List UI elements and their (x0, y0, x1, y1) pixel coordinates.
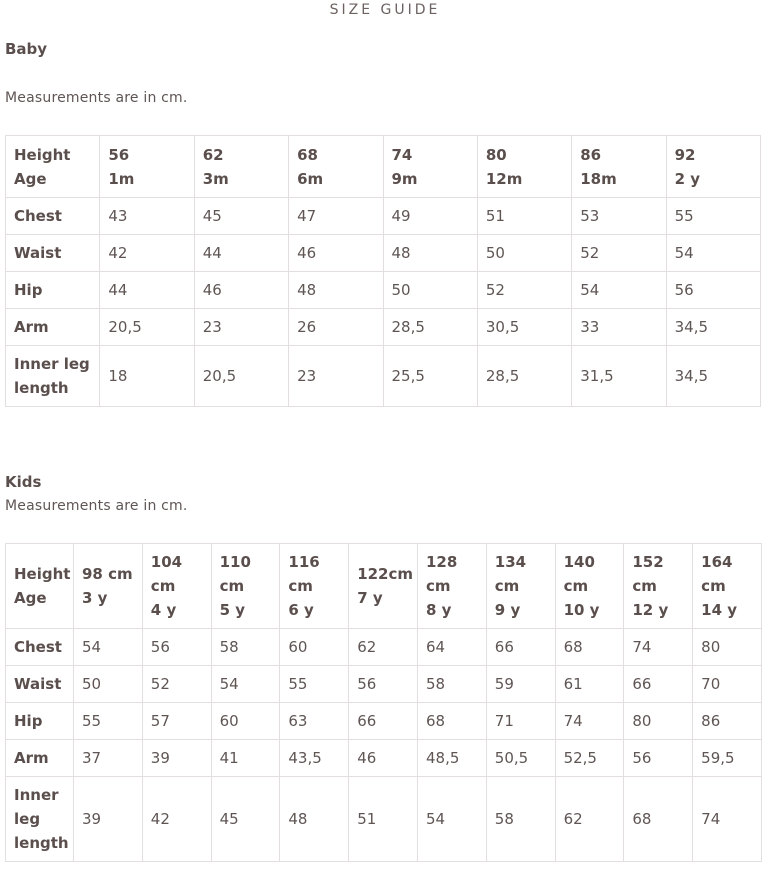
table-cell: 46 (194, 272, 288, 309)
row-label: Hip (6, 272, 100, 309)
table-cell: 43 (100, 198, 194, 235)
table-cell: 63 (280, 703, 349, 740)
size-height: 98 cm (82, 565, 133, 583)
size-height: 74 (391, 145, 413, 164)
table-cell: 50,5 (486, 740, 555, 777)
table-cell: 74 (693, 777, 762, 862)
size-age: 8 y (425, 601, 452, 619)
table-cell: 59,5 (693, 740, 762, 777)
table-row-waist (6, 666, 762, 703)
table-cell: 74 (555, 703, 624, 740)
table-header-row (6, 136, 761, 198)
table-cell: 52 (477, 272, 571, 309)
table-cell: 60 (211, 703, 280, 740)
height-label: Height (14, 145, 71, 164)
table-cell: 66 (486, 629, 555, 666)
table-cell: 52 (142, 666, 211, 703)
age-label: Age (14, 169, 47, 188)
table-row-hip (6, 272, 761, 309)
table-cell: 54 (74, 629, 143, 666)
table-cell: 54 (211, 666, 280, 703)
header-label-cell (6, 136, 100, 198)
table-cell: 48 (383, 235, 477, 272)
size-column-header (693, 544, 762, 629)
table-cell: 39 (142, 740, 211, 777)
size-column-header (572, 136, 666, 198)
size-column-header (74, 544, 143, 629)
table-cell: 58 (211, 629, 280, 666)
table-cell: 50 (477, 235, 571, 272)
table-row-chest (6, 629, 762, 666)
size-column-header (211, 544, 280, 629)
row-label: Inner leg length (6, 777, 74, 862)
size-age: 9 y (494, 601, 521, 619)
table-cell: 41 (211, 740, 280, 777)
size-height: 56 (108, 145, 130, 164)
age-label: Age (14, 589, 47, 607)
table-cell: 80 (624, 703, 693, 740)
table-cell: 56 (142, 629, 211, 666)
table-cell: 61 (555, 666, 624, 703)
size-height: 134 cm (494, 553, 527, 595)
table-cell: 34,5 (666, 309, 760, 346)
size-column-header (555, 544, 624, 629)
page-title: SIZE GUIDE (329, 2, 441, 18)
table-cell: 43,5 (280, 740, 349, 777)
kids-size-table (5, 543, 762, 862)
table-cell: 62 (555, 777, 624, 862)
table-row-arm (6, 309, 761, 346)
table-cell: 30,5 (477, 309, 571, 346)
table-cell: 71 (486, 703, 555, 740)
size-age: 9m (391, 169, 418, 188)
kids-measurement-note: Measurements are in cm. (5, 498, 188, 514)
table-cell: 42 (100, 235, 194, 272)
table-cell: 59 (486, 666, 555, 703)
table-cell: 50 (74, 666, 143, 703)
size-column-header (289, 136, 383, 198)
size-age: 14 y (701, 601, 738, 619)
table-row-inner-leg (6, 346, 761, 407)
size-age: 3 y (82, 589, 108, 607)
row-label: Inner leg length (6, 346, 100, 407)
table-cell: 54 (417, 777, 486, 862)
table-cell: 62 (349, 629, 418, 666)
size-column-header (666, 136, 760, 198)
size-age: 18m (580, 169, 617, 188)
table-cell: 56 (666, 272, 760, 309)
row-label: Chest (6, 629, 74, 666)
table-cell: 55 (280, 666, 349, 703)
baby-measurement-note: Measurements are in cm. (5, 90, 188, 106)
table-cell: 86 (693, 703, 762, 740)
table-cell: 39 (74, 777, 143, 862)
row-label: Arm (6, 740, 74, 777)
table-cell: 70 (693, 666, 762, 703)
table-cell: 68 (417, 703, 486, 740)
table-row-waist (6, 235, 761, 272)
size-height: 164 cm (701, 553, 733, 595)
table-cell: 42 (142, 777, 211, 862)
table-cell: 68 (555, 629, 624, 666)
table-cell: 50 (383, 272, 477, 309)
size-height: 116 cm (288, 553, 320, 595)
table-cell: 66 (624, 666, 693, 703)
size-height: 140 cm (563, 553, 595, 595)
size-age: 7 y (357, 589, 383, 607)
table-cell: 64 (417, 629, 486, 666)
size-height: 62 (202, 145, 224, 164)
size-column-header (486, 544, 555, 629)
table-header-row (6, 544, 762, 629)
size-age: 12m (485, 169, 523, 188)
size-height: 122cm (357, 565, 414, 583)
row-label: Chest (6, 198, 100, 235)
row-label: Hip (6, 703, 74, 740)
table-cell: 34,5 (666, 346, 760, 407)
size-column-header (142, 544, 211, 629)
size-column-header (100, 136, 194, 198)
table-cell: 54 (572, 272, 666, 309)
size-height: 92 (674, 145, 696, 164)
table-cell: 55 (74, 703, 143, 740)
table-row-chest (6, 198, 761, 235)
table-cell: 37 (74, 740, 143, 777)
table-cell: 18 (100, 346, 194, 407)
table-cell: 23 (289, 346, 383, 407)
table-cell: 52 (572, 235, 666, 272)
table-cell: 53 (572, 198, 666, 235)
table-cell: 45 (211, 777, 280, 862)
size-age: 3m (202, 169, 229, 188)
table-cell: 55 (666, 198, 760, 235)
baby-section-title: Baby (5, 40, 48, 58)
size-age: 10 y (563, 601, 600, 619)
size-column-header (383, 136, 477, 198)
size-column-header (349, 544, 418, 629)
table-row-hip (6, 703, 762, 740)
table-cell: 56 (349, 666, 418, 703)
table-cell: 66 (349, 703, 418, 740)
table-cell: 80 (693, 629, 762, 666)
table-cell: 49 (383, 198, 477, 235)
table-cell: 33 (572, 309, 666, 346)
table-cell: 48 (289, 272, 383, 309)
table-cell: 48,5 (417, 740, 486, 777)
size-column-header (624, 544, 693, 629)
table-cell: 57 (142, 703, 211, 740)
table-cell: 51 (349, 777, 418, 862)
table-cell: 54 (666, 235, 760, 272)
size-age: 4 y (150, 601, 177, 619)
table-cell: 56 (624, 740, 693, 777)
row-label: Arm (6, 309, 100, 346)
table-cell: 58 (417, 666, 486, 703)
size-height: 104 cm (150, 553, 183, 595)
table-cell: 58 (486, 777, 555, 862)
table-cell: 44 (100, 272, 194, 309)
size-age: 2 y (674, 169, 701, 188)
size-height: 80 (485, 145, 507, 164)
table-cell: 44 (194, 235, 288, 272)
size-age: 12 y (632, 601, 669, 619)
size-height: 86 (580, 145, 602, 164)
table-cell: 46 (289, 235, 383, 272)
table-cell: 68 (624, 777, 693, 862)
row-label: Waist (6, 235, 100, 272)
table-cell: 74 (624, 629, 693, 666)
size-age: 1m (108, 169, 135, 188)
size-column-header (280, 544, 349, 629)
table-cell: 60 (280, 629, 349, 666)
table-cell: 31,5 (572, 346, 666, 407)
size-column-header (477, 136, 571, 198)
kids-section-title: Kids (5, 473, 42, 491)
size-age: 5 y (219, 601, 246, 619)
header-label-cell (6, 544, 74, 629)
table-row-inner-leg (6, 777, 762, 862)
size-height: 128 cm (425, 553, 458, 595)
height-label: Height (14, 565, 71, 583)
table-cell: 48 (280, 777, 349, 862)
table-cell: 51 (477, 198, 571, 235)
size-height: 68 (297, 145, 318, 164)
table-cell: 45 (194, 198, 288, 235)
table-cell: 28,5 (383, 309, 477, 346)
table-cell: 47 (289, 198, 383, 235)
size-height: 152 cm (632, 553, 664, 595)
table-cell: 52,5 (555, 740, 624, 777)
table-cell: 23 (194, 309, 288, 346)
table-cell: 26 (289, 309, 383, 346)
size-height: 110 cm (219, 553, 251, 595)
size-column-header (417, 544, 486, 629)
table-cell: 25,5 (383, 346, 477, 407)
baby-size-table (5, 135, 761, 407)
size-age: 6 y (288, 601, 314, 619)
table-cell: 28,5 (477, 346, 571, 407)
table-cell: 46 (349, 740, 418, 777)
size-age: 6m (297, 169, 324, 188)
table-cell: 20,5 (194, 346, 288, 407)
table-row-arm (6, 740, 762, 777)
table-cell: 20,5 (100, 309, 194, 346)
row-label: Waist (6, 666, 74, 703)
size-column-header (194, 136, 288, 198)
